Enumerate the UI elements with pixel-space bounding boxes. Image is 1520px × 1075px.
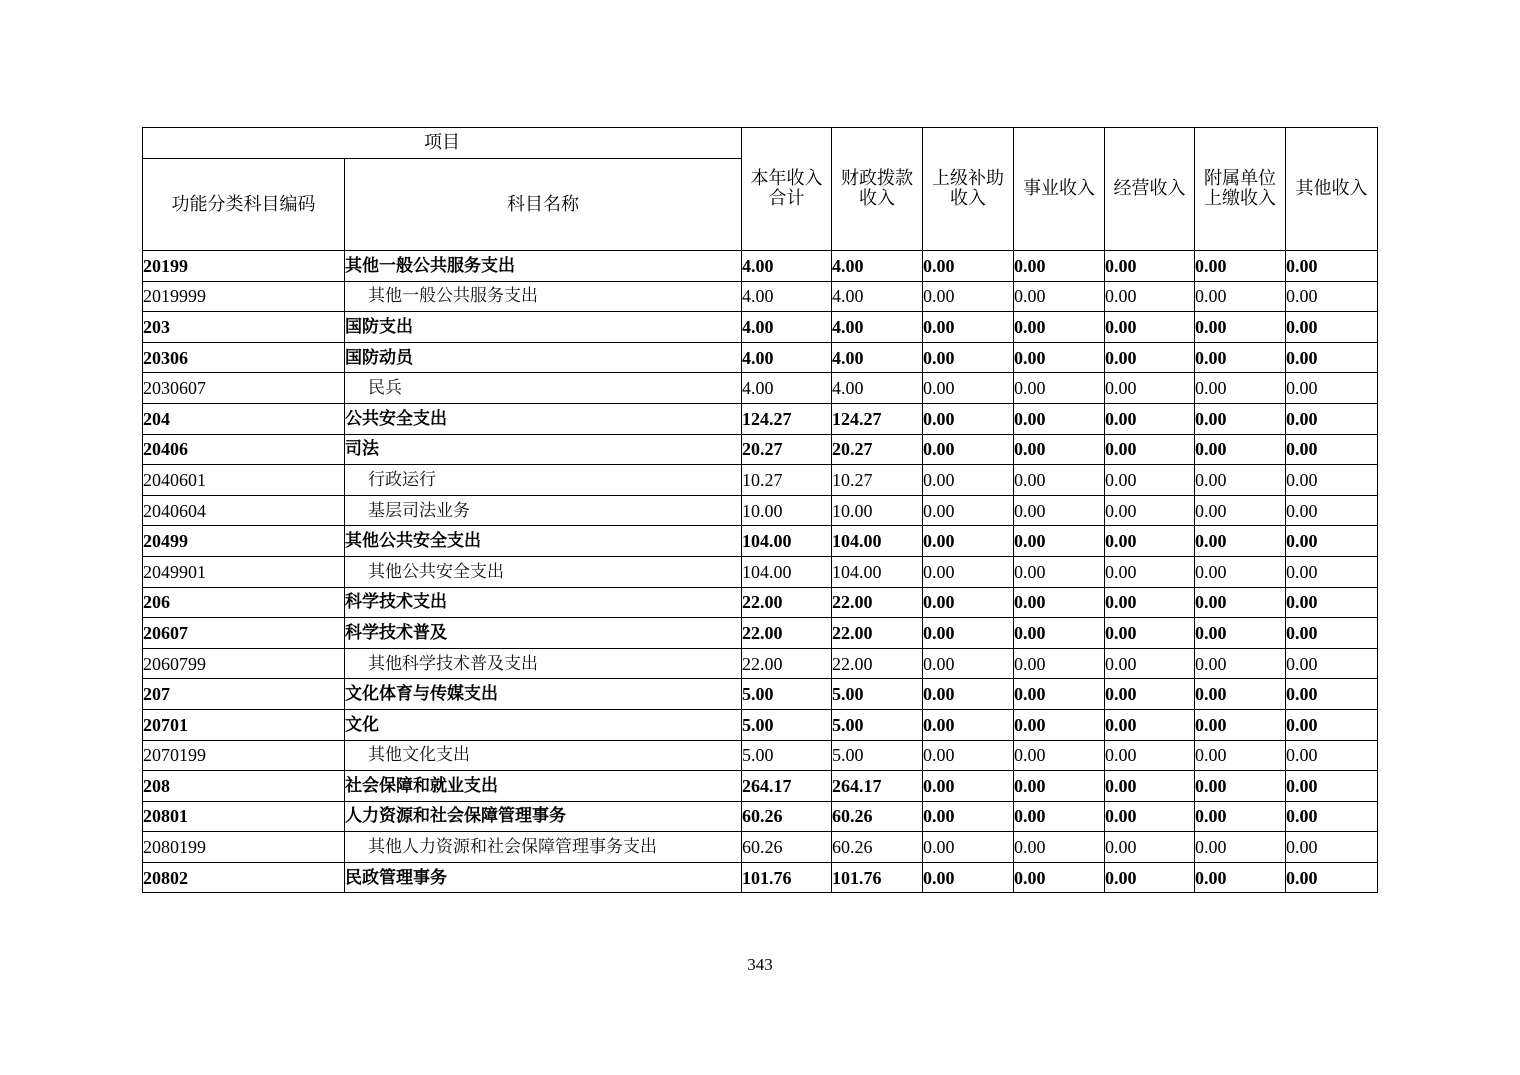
cell-business-income: 0.00 bbox=[1014, 556, 1105, 587]
cell-name: 国防动员 bbox=[345, 342, 742, 373]
cell-other-income: 0.00 bbox=[1286, 862, 1378, 893]
cell-total-income: 22.00 bbox=[742, 587, 832, 618]
cell-total-income: 4.00 bbox=[742, 281, 832, 312]
cell-fiscal-income: 20.27 bbox=[832, 434, 923, 465]
table-row bbox=[143, 526, 1378, 557]
cell-operating-income: 0.00 bbox=[1105, 771, 1195, 802]
table-header bbox=[143, 128, 1378, 251]
cell-affiliated-income: 0.00 bbox=[1195, 679, 1286, 710]
cell-fiscal-income: 5.00 bbox=[832, 740, 923, 771]
cell-code: 2040601 bbox=[143, 465, 345, 496]
cell-name: 文化体育与传媒支出 bbox=[345, 679, 742, 710]
cell-affiliated-income: 0.00 bbox=[1195, 465, 1286, 496]
cell-other-income: 0.00 bbox=[1286, 587, 1378, 618]
cell-name: 社会保障和就业支出 bbox=[345, 771, 742, 802]
cell-affiliated-income: 0.00 bbox=[1195, 495, 1286, 526]
cell-upper-subsidy: 0.00 bbox=[923, 556, 1014, 587]
cell-code: 2030607 bbox=[143, 373, 345, 404]
cell-upper-subsidy: 0.00 bbox=[923, 801, 1014, 832]
table-row bbox=[143, 495, 1378, 526]
cell-business-income: 0.00 bbox=[1014, 801, 1105, 832]
header-upper-subsidy-line1: 上级补助 bbox=[932, 168, 1004, 189]
table-row bbox=[143, 679, 1378, 710]
cell-other-income: 0.00 bbox=[1286, 771, 1378, 802]
cell-affiliated-income: 0.00 bbox=[1195, 862, 1286, 893]
cell-fiscal-income: 10.00 bbox=[832, 495, 923, 526]
header-total-income bbox=[742, 128, 832, 251]
cell-business-income: 0.00 bbox=[1014, 587, 1105, 618]
cell-other-income: 0.00 bbox=[1286, 679, 1378, 710]
cell-total-income: 4.00 bbox=[742, 251, 832, 282]
table-row bbox=[143, 556, 1378, 587]
cell-total-income: 104.00 bbox=[742, 556, 832, 587]
cell-operating-income: 0.00 bbox=[1105, 587, 1195, 618]
cell-other-income: 0.00 bbox=[1286, 281, 1378, 312]
cell-code: 20801 bbox=[143, 801, 345, 832]
table-row bbox=[143, 648, 1378, 679]
cell-business-income: 0.00 bbox=[1014, 434, 1105, 465]
table-row bbox=[143, 587, 1378, 618]
cell-code: 20607 bbox=[143, 618, 345, 649]
header-upper-subsidy-line2: 收入 bbox=[950, 188, 986, 209]
header-total-income-line2: 合计 bbox=[768, 188, 805, 209]
cell-business-income: 0.00 bbox=[1014, 648, 1105, 679]
cell-operating-income: 0.00 bbox=[1105, 403, 1195, 434]
cell-affiliated-income: 0.00 bbox=[1195, 281, 1286, 312]
table-row bbox=[143, 801, 1378, 832]
cell-other-income: 0.00 bbox=[1286, 618, 1378, 649]
cell-other-income: 0.00 bbox=[1286, 403, 1378, 434]
cell-fiscal-income: 124.27 bbox=[832, 403, 923, 434]
cell-operating-income: 0.00 bbox=[1105, 495, 1195, 526]
cell-upper-subsidy: 0.00 bbox=[923, 862, 1014, 893]
cell-business-income: 0.00 bbox=[1014, 618, 1105, 649]
cell-fiscal-income: 5.00 bbox=[832, 679, 923, 710]
cell-total-income: 20.27 bbox=[742, 434, 832, 465]
header-operating-income: 经营收入 bbox=[1105, 128, 1195, 251]
cell-name: 科学技术普及 bbox=[345, 618, 742, 649]
cell-fiscal-income: 4.00 bbox=[832, 342, 923, 373]
cell-upper-subsidy: 0.00 bbox=[923, 342, 1014, 373]
budget-income-table bbox=[142, 127, 1378, 893]
cell-total-income: 22.00 bbox=[742, 648, 832, 679]
cell-business-income: 0.00 bbox=[1014, 373, 1105, 404]
cell-fiscal-income: 5.00 bbox=[832, 709, 923, 740]
cell-operating-income: 0.00 bbox=[1105, 342, 1195, 373]
cell-name: 民政管理事务 bbox=[345, 862, 742, 893]
cell-other-income: 0.00 bbox=[1286, 312, 1378, 343]
cell-business-income: 0.00 bbox=[1014, 679, 1105, 710]
cell-total-income: 4.00 bbox=[742, 373, 832, 404]
cell-business-income: 0.00 bbox=[1014, 832, 1105, 863]
cell-upper-subsidy: 0.00 bbox=[923, 373, 1014, 404]
cell-code: 204 bbox=[143, 403, 345, 434]
cell-total-income: 124.27 bbox=[742, 403, 832, 434]
cell-business-income: 0.00 bbox=[1014, 495, 1105, 526]
cell-code: 20199 bbox=[143, 251, 345, 282]
cell-name: 文化 bbox=[345, 709, 742, 740]
cell-code: 203 bbox=[143, 312, 345, 343]
cell-name: 科学技术支出 bbox=[345, 587, 742, 618]
header-affiliated-income-line1: 附属单位 bbox=[1204, 168, 1276, 189]
table-row bbox=[143, 281, 1378, 312]
cell-name: 其他科学技术普及支出 bbox=[345, 648, 742, 679]
cell-total-income: 10.27 bbox=[742, 465, 832, 496]
cell-other-income: 0.00 bbox=[1286, 342, 1378, 373]
header-fiscal-income bbox=[832, 128, 923, 251]
cell-affiliated-income: 0.00 bbox=[1195, 403, 1286, 434]
cell-fiscal-income: 4.00 bbox=[832, 312, 923, 343]
cell-affiliated-income: 0.00 bbox=[1195, 648, 1286, 679]
cell-fiscal-income: 104.00 bbox=[832, 526, 923, 557]
cell-other-income: 0.00 bbox=[1286, 495, 1378, 526]
cell-total-income: 104.00 bbox=[742, 526, 832, 557]
cell-name: 司法 bbox=[345, 434, 742, 465]
cell-affiliated-income: 0.00 bbox=[1195, 832, 1286, 863]
cell-operating-income: 0.00 bbox=[1105, 801, 1195, 832]
cell-other-income: 0.00 bbox=[1286, 434, 1378, 465]
header-total-income-line1: 本年收入 bbox=[750, 168, 823, 189]
cell-upper-subsidy: 0.00 bbox=[923, 251, 1014, 282]
cell-total-income: 264.17 bbox=[742, 771, 832, 802]
cell-code: 207 bbox=[143, 679, 345, 710]
cell-total-income: 101.76 bbox=[742, 862, 832, 893]
cell-business-income: 0.00 bbox=[1014, 771, 1105, 802]
cell-business-income: 0.00 bbox=[1014, 342, 1105, 373]
cell-total-income: 5.00 bbox=[742, 709, 832, 740]
cell-fiscal-income: 22.00 bbox=[832, 648, 923, 679]
cell-business-income: 0.00 bbox=[1014, 526, 1105, 557]
cell-upper-subsidy: 0.00 bbox=[923, 709, 1014, 740]
cell-affiliated-income: 0.00 bbox=[1195, 373, 1286, 404]
cell-code: 20499 bbox=[143, 526, 345, 557]
cell-total-income: 22.00 bbox=[742, 618, 832, 649]
header-affiliated-income bbox=[1195, 128, 1286, 251]
cell-code: 20406 bbox=[143, 434, 345, 465]
cell-name: 行政运行 bbox=[345, 465, 742, 496]
cell-upper-subsidy: 0.00 bbox=[923, 648, 1014, 679]
cell-code: 20306 bbox=[143, 342, 345, 373]
cell-affiliated-income: 0.00 bbox=[1195, 342, 1286, 373]
table-row bbox=[143, 740, 1378, 771]
cell-upper-subsidy: 0.00 bbox=[923, 465, 1014, 496]
cell-upper-subsidy: 0.00 bbox=[923, 618, 1014, 649]
cell-business-income: 0.00 bbox=[1014, 403, 1105, 434]
cell-business-income: 0.00 bbox=[1014, 709, 1105, 740]
header-code: 功能分类科目编码 bbox=[143, 159, 345, 251]
cell-affiliated-income: 0.00 bbox=[1195, 312, 1286, 343]
cell-operating-income: 0.00 bbox=[1105, 862, 1195, 893]
cell-operating-income: 0.00 bbox=[1105, 832, 1195, 863]
cell-affiliated-income: 0.00 bbox=[1195, 556, 1286, 587]
table-row bbox=[143, 373, 1378, 404]
cell-affiliated-income: 0.00 bbox=[1195, 709, 1286, 740]
cell-business-income: 0.00 bbox=[1014, 251, 1105, 282]
cell-upper-subsidy: 0.00 bbox=[923, 679, 1014, 710]
cell-code: 2060799 bbox=[143, 648, 345, 679]
cell-fiscal-income: 60.26 bbox=[832, 801, 923, 832]
table-row bbox=[143, 434, 1378, 465]
cell-other-income: 0.00 bbox=[1286, 526, 1378, 557]
cell-operating-income: 0.00 bbox=[1105, 709, 1195, 740]
cell-other-income: 0.00 bbox=[1286, 709, 1378, 740]
cell-operating-income: 0.00 bbox=[1105, 312, 1195, 343]
cell-upper-subsidy: 0.00 bbox=[923, 403, 1014, 434]
cell-other-income: 0.00 bbox=[1286, 251, 1378, 282]
cell-name: 其他公共安全支出 bbox=[345, 556, 742, 587]
cell-total-income: 4.00 bbox=[742, 342, 832, 373]
cell-name: 其他一般公共服务支出 bbox=[345, 281, 742, 312]
header-name: 科目名称 bbox=[345, 159, 742, 251]
cell-operating-income: 0.00 bbox=[1105, 556, 1195, 587]
cell-upper-subsidy: 0.00 bbox=[923, 281, 1014, 312]
cell-fiscal-income: 4.00 bbox=[832, 373, 923, 404]
cell-affiliated-income: 0.00 bbox=[1195, 740, 1286, 771]
table-row bbox=[143, 251, 1378, 282]
cell-name: 公共安全支出 bbox=[345, 403, 742, 434]
cell-business-income: 0.00 bbox=[1014, 281, 1105, 312]
cell-other-income: 0.00 bbox=[1286, 648, 1378, 679]
page-number: 343 bbox=[747, 955, 773, 974]
cell-business-income: 0.00 bbox=[1014, 465, 1105, 496]
table-row bbox=[143, 832, 1378, 863]
cell-code: 2040604 bbox=[143, 495, 345, 526]
cell-other-income: 0.00 bbox=[1286, 465, 1378, 496]
cell-operating-income: 0.00 bbox=[1105, 373, 1195, 404]
cell-upper-subsidy: 0.00 bbox=[923, 434, 1014, 465]
cell-other-income: 0.00 bbox=[1286, 556, 1378, 587]
cell-business-income: 0.00 bbox=[1014, 740, 1105, 771]
cell-code: 2019999 bbox=[143, 281, 345, 312]
cell-upper-subsidy: 0.00 bbox=[923, 771, 1014, 802]
cell-code: 2080199 bbox=[143, 832, 345, 863]
cell-name: 民兵 bbox=[345, 373, 742, 404]
cell-total-income: 60.26 bbox=[742, 801, 832, 832]
cell-business-income: 0.00 bbox=[1014, 312, 1105, 343]
cell-fiscal-income: 101.76 bbox=[832, 862, 923, 893]
cell-other-income: 0.00 bbox=[1286, 832, 1378, 863]
table-row bbox=[143, 342, 1378, 373]
header-fiscal-income-line2: 收入 bbox=[859, 188, 895, 209]
table-body bbox=[143, 251, 1378, 893]
cell-total-income: 4.00 bbox=[742, 312, 832, 343]
cell-affiliated-income: 0.00 bbox=[1195, 526, 1286, 557]
cell-affiliated-income: 0.00 bbox=[1195, 434, 1286, 465]
cell-operating-income: 0.00 bbox=[1105, 465, 1195, 496]
cell-code: 2070199 bbox=[143, 740, 345, 771]
cell-affiliated-income: 0.00 bbox=[1195, 618, 1286, 649]
cell-business-income: 0.00 bbox=[1014, 862, 1105, 893]
cell-affiliated-income: 0.00 bbox=[1195, 771, 1286, 802]
cell-code: 20802 bbox=[143, 862, 345, 893]
cell-upper-subsidy: 0.00 bbox=[923, 495, 1014, 526]
cell-total-income: 5.00 bbox=[742, 679, 832, 710]
cell-code: 206 bbox=[143, 587, 345, 618]
cell-total-income: 5.00 bbox=[742, 740, 832, 771]
cell-name: 人力资源和社会保障管理事务 bbox=[345, 801, 742, 832]
cell-fiscal-income: 10.27 bbox=[832, 465, 923, 496]
cell-name: 其他人力资源和社会保障管理事务支出 bbox=[345, 832, 742, 863]
cell-affiliated-income: 0.00 bbox=[1195, 251, 1286, 282]
cell-upper-subsidy: 0.00 bbox=[923, 832, 1014, 863]
table-row bbox=[143, 403, 1378, 434]
cell-operating-income: 0.00 bbox=[1105, 618, 1195, 649]
table-row bbox=[143, 771, 1378, 802]
cell-operating-income: 0.00 bbox=[1105, 434, 1195, 465]
header-business-income: 事业收入 bbox=[1014, 128, 1105, 251]
cell-affiliated-income: 0.00 bbox=[1195, 801, 1286, 832]
cell-operating-income: 0.00 bbox=[1105, 740, 1195, 771]
cell-fiscal-income: 60.26 bbox=[832, 832, 923, 863]
cell-other-income: 0.00 bbox=[1286, 740, 1378, 771]
cell-fiscal-income: 4.00 bbox=[832, 281, 923, 312]
cell-code: 20701 bbox=[143, 709, 345, 740]
cell-operating-income: 0.00 bbox=[1105, 281, 1195, 312]
cell-name: 国防支出 bbox=[345, 312, 742, 343]
header-upper-subsidy bbox=[923, 128, 1014, 251]
table-row bbox=[143, 465, 1378, 496]
header-other-income: 其他收入 bbox=[1286, 128, 1378, 251]
cell-upper-subsidy: 0.00 bbox=[923, 740, 1014, 771]
cell-name: 基层司法业务 bbox=[345, 495, 742, 526]
cell-operating-income: 0.00 bbox=[1105, 251, 1195, 282]
cell-fiscal-income: 264.17 bbox=[832, 771, 923, 802]
table-row bbox=[143, 312, 1378, 343]
cell-operating-income: 0.00 bbox=[1105, 648, 1195, 679]
cell-operating-income: 0.00 bbox=[1105, 526, 1195, 557]
header-fiscal-income-line1: 财政拨款 bbox=[841, 168, 913, 189]
cell-total-income: 10.00 bbox=[742, 495, 832, 526]
cell-name: 其他公共安全支出 bbox=[345, 526, 742, 557]
cell-upper-subsidy: 0.00 bbox=[923, 526, 1014, 557]
cell-fiscal-income: 22.00 bbox=[832, 587, 923, 618]
cell-code: 208 bbox=[143, 771, 345, 802]
cell-other-income: 0.00 bbox=[1286, 801, 1378, 832]
cell-operating-income: 0.00 bbox=[1105, 679, 1195, 710]
cell-affiliated-income: 0.00 bbox=[1195, 587, 1286, 618]
cell-upper-subsidy: 0.00 bbox=[923, 312, 1014, 343]
table-row bbox=[143, 709, 1378, 740]
header-group-item: 项目 bbox=[143, 128, 742, 159]
cell-other-income: 0.00 bbox=[1286, 373, 1378, 404]
cell-upper-subsidy: 0.00 bbox=[923, 587, 1014, 618]
cell-total-income: 60.26 bbox=[742, 832, 832, 863]
cell-code: 2049901 bbox=[143, 556, 345, 587]
cell-fiscal-income: 4.00 bbox=[832, 251, 923, 282]
cell-fiscal-income: 22.00 bbox=[832, 618, 923, 649]
table-row bbox=[143, 862, 1378, 893]
cell-name: 其他一般公共服务支出 bbox=[345, 251, 742, 282]
table-row bbox=[143, 618, 1378, 649]
cell-name: 其他文化支出 bbox=[345, 740, 742, 771]
cell-fiscal-income: 104.00 bbox=[832, 556, 923, 587]
header-affiliated-income-line2: 上缴收入 bbox=[1204, 188, 1276, 209]
